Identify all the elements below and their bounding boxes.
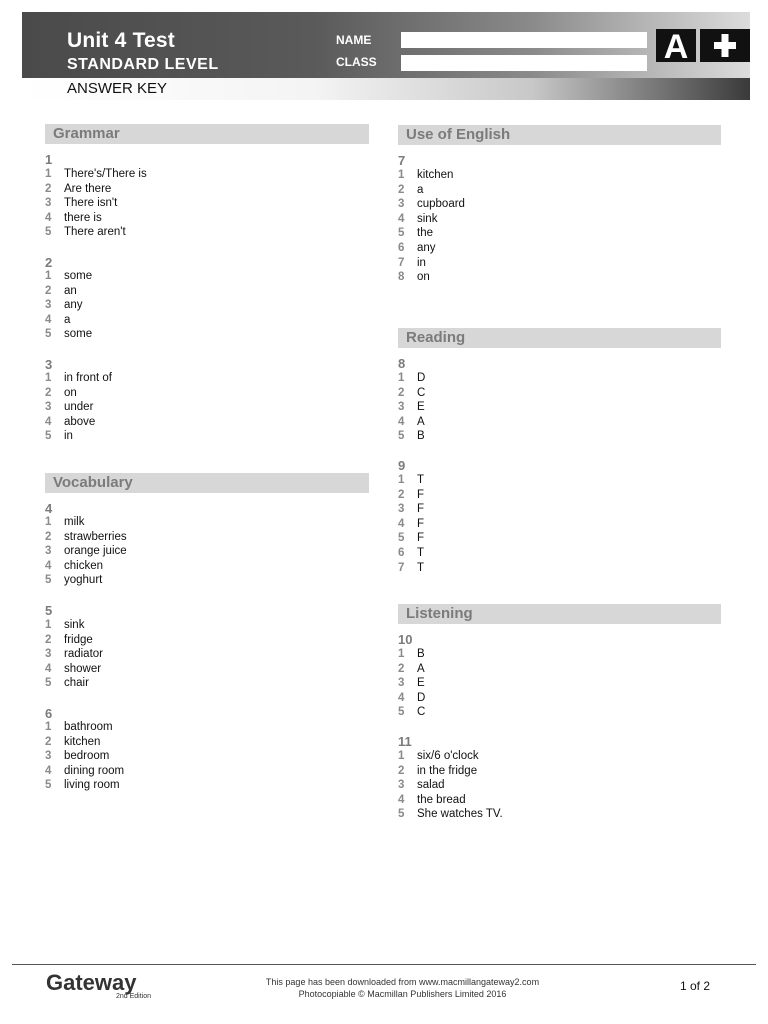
answer-item bbox=[398, 778, 503, 793]
answer-number: 2 bbox=[45, 735, 52, 748]
answer-number: 6 bbox=[398, 546, 405, 559]
exercise-number: 10 bbox=[398, 632, 413, 647]
answer-text: cupboard bbox=[417, 198, 465, 211]
answer-list bbox=[45, 269, 92, 342]
answer-number: 1 bbox=[45, 270, 52, 282]
exercise-number: 5 bbox=[45, 603, 53, 618]
answer-number: 1 bbox=[398, 750, 405, 762]
answer-number: 3 bbox=[398, 677, 405, 690]
answer-text: under bbox=[64, 401, 94, 414]
answer-number: 4 bbox=[45, 313, 52, 326]
section-grammar: Grammar bbox=[45, 124, 369, 144]
answer-text: some bbox=[64, 328, 93, 341]
answer-number: 5 bbox=[45, 328, 52, 341]
answer-number: 4 bbox=[45, 415, 52, 428]
answer-number: 5 bbox=[45, 226, 52, 239]
answer-item bbox=[398, 691, 425, 706]
answer-text: F bbox=[417, 517, 425, 530]
answer-text: fridge bbox=[64, 633, 93, 646]
answer-number: 5 bbox=[398, 430, 405, 443]
answer-item bbox=[45, 778, 124, 793]
footer-divider bbox=[12, 964, 756, 965]
exercise-number: 1 bbox=[45, 152, 53, 167]
page-number: 1 of 2 bbox=[680, 979, 711, 993]
exercise-number: 7 bbox=[398, 153, 406, 168]
answer-text: D bbox=[417, 372, 426, 384]
answer-text: C bbox=[417, 706, 426, 719]
answer-item bbox=[45, 167, 147, 182]
answer-number: 1 bbox=[45, 619, 52, 631]
answer-number: 4 bbox=[398, 691, 405, 704]
footer-note bbox=[230, 976, 575, 1000]
answer-item bbox=[398, 764, 503, 779]
answer-number: 4 bbox=[45, 662, 52, 675]
answer-number: 3 bbox=[45, 545, 52, 558]
answer-key-title: ANSWER KEY bbox=[67, 80, 168, 97]
answer-item bbox=[398, 793, 503, 808]
answer-text: B bbox=[417, 648, 425, 660]
answer-number: 4 bbox=[398, 793, 405, 806]
answer-list bbox=[45, 720, 124, 793]
answer-number: 3 bbox=[398, 198, 405, 211]
answer-text: on bbox=[417, 271, 430, 284]
answer-item bbox=[45, 633, 103, 648]
answer-item bbox=[398, 561, 424, 576]
answer-item bbox=[398, 705, 425, 720]
answer-item bbox=[398, 226, 465, 241]
answer-number: 4 bbox=[45, 764, 52, 777]
answer-text: B bbox=[417, 430, 425, 443]
answer-text: A bbox=[417, 662, 425, 675]
answer-number: 4 bbox=[45, 559, 52, 572]
answer-text: above bbox=[64, 415, 96, 428]
answer-number: 3 bbox=[398, 401, 405, 414]
answer-item bbox=[45, 298, 92, 313]
answer-item bbox=[45, 647, 103, 662]
answer-text: F bbox=[417, 532, 425, 545]
answer-number: 2 bbox=[45, 182, 52, 195]
answer-key-band bbox=[22, 78, 750, 100]
answer-number: 4 bbox=[45, 211, 52, 224]
answer-text: A bbox=[417, 415, 425, 428]
answer-item bbox=[398, 386, 425, 401]
answer-number: 1 bbox=[45, 721, 52, 733]
section-use-of-english: Use of English bbox=[398, 125, 721, 145]
answer-text: There isn't bbox=[64, 197, 118, 210]
answer-number: 1 bbox=[45, 168, 52, 180]
answer-item bbox=[45, 764, 124, 779]
answer-text: six/6 o'clock bbox=[417, 750, 479, 762]
answer-item bbox=[398, 676, 425, 691]
answer-item bbox=[45, 544, 127, 559]
answer-list bbox=[398, 749, 503, 822]
answer-text: some bbox=[64, 270, 93, 282]
edition-label: 2nd Edition bbox=[116, 993, 152, 1000]
answer-text: the bbox=[417, 227, 433, 240]
answer-number: 2 bbox=[45, 284, 52, 297]
answer-list bbox=[398, 647, 425, 720]
answer-item bbox=[45, 400, 112, 415]
answer-text: E bbox=[417, 677, 425, 690]
answer-item bbox=[398, 531, 424, 546]
answer-text: F bbox=[417, 503, 425, 516]
answer-number: 2 bbox=[398, 662, 405, 675]
answer-item bbox=[398, 212, 465, 227]
answer-item bbox=[398, 241, 465, 256]
answer-item bbox=[45, 415, 112, 430]
answer-text: radiator bbox=[64, 648, 103, 661]
answer-text: bedroom bbox=[64, 750, 110, 763]
answer-number: 3 bbox=[45, 750, 52, 763]
answer-number: 5 bbox=[45, 677, 52, 690]
answer-text: the bread bbox=[417, 793, 466, 806]
answer-item bbox=[398, 807, 503, 822]
answer-text: There's/There is bbox=[64, 168, 147, 180]
answer-item bbox=[398, 488, 424, 503]
answer-number: 3 bbox=[398, 779, 405, 792]
answer-item bbox=[45, 618, 103, 633]
answer-text: a bbox=[64, 313, 71, 326]
answer-text: there is bbox=[64, 211, 102, 224]
answer-text: T bbox=[417, 546, 425, 559]
answer-item bbox=[398, 517, 424, 532]
answer-item bbox=[45, 225, 147, 240]
answer-number: 1 bbox=[45, 516, 52, 528]
answer-item bbox=[45, 515, 127, 530]
answer-text: a bbox=[417, 183, 424, 196]
answer-text: chair bbox=[64, 677, 89, 690]
answer-number: 1 bbox=[398, 648, 405, 660]
answer-text: C bbox=[417, 386, 426, 399]
answer-item bbox=[45, 386, 112, 401]
answer-item bbox=[398, 473, 424, 488]
answer-list bbox=[45, 515, 127, 588]
footer-copyright-line: Photocopiable © Macmillan Publishers Limited 2016 bbox=[298, 989, 507, 999]
answer-text: T bbox=[417, 561, 425, 574]
answer-text: an bbox=[64, 284, 77, 297]
answer-number: 2 bbox=[45, 530, 52, 543]
exercise-number: 11 bbox=[398, 734, 412, 749]
answer-text: yoghurt bbox=[64, 574, 103, 587]
answer-number: 2 bbox=[398, 386, 405, 399]
exercise-number: 4 bbox=[45, 501, 53, 516]
answer-item bbox=[398, 197, 465, 212]
gateway-logo: Gateway bbox=[46, 970, 137, 995]
answer-text: sink bbox=[64, 619, 85, 631]
answer-number: 6 bbox=[398, 241, 405, 254]
exercise-number: 9 bbox=[398, 458, 406, 473]
footer-download-line: This page has been downloaded from www.macmillangateway2.com bbox=[265, 977, 540, 987]
answer-text: sink bbox=[417, 212, 438, 225]
answer-text: in bbox=[64, 430, 73, 443]
answer-text: in front of bbox=[64, 372, 112, 384]
answer-number: 3 bbox=[45, 401, 52, 414]
answer-text: in bbox=[417, 256, 426, 269]
answer-item bbox=[398, 749, 503, 764]
answer-number: 2 bbox=[45, 633, 52, 646]
answer-number: 5 bbox=[398, 532, 405, 545]
answer-text: dining room bbox=[64, 764, 125, 777]
svg-text:A: A bbox=[663, 29, 689, 62]
answer-item bbox=[45, 371, 112, 386]
answer-text: F bbox=[417, 488, 425, 501]
answer-item bbox=[398, 168, 465, 183]
answer-list bbox=[45, 371, 112, 444]
answer-list bbox=[45, 167, 147, 240]
a-plus-logo-icon bbox=[656, 29, 750, 62]
answer-list bbox=[398, 168, 465, 285]
answer-text: kitchen bbox=[417, 169, 454, 181]
answer-text: She watches TV. bbox=[417, 808, 503, 821]
answer-text: E bbox=[417, 401, 425, 414]
answer-text: milk bbox=[64, 516, 85, 528]
answer-item bbox=[45, 573, 127, 588]
answer-list bbox=[398, 371, 425, 444]
answer-item bbox=[398, 400, 425, 415]
answer-text: living room bbox=[64, 779, 120, 792]
answer-item bbox=[398, 546, 424, 561]
answer-number: 5 bbox=[45, 430, 52, 443]
answer-text: any bbox=[417, 241, 436, 254]
answer-number: 1 bbox=[45, 372, 52, 384]
answer-item bbox=[45, 735, 124, 750]
answer-text: There aren't bbox=[64, 226, 126, 239]
answer-number: 2 bbox=[45, 386, 52, 399]
answer-item bbox=[45, 182, 147, 197]
class-field[interactable] bbox=[401, 55, 647, 71]
answer-text: kitchen bbox=[64, 735, 101, 748]
answer-item bbox=[45, 676, 103, 691]
answer-item bbox=[45, 559, 127, 574]
answer-number: 5 bbox=[398, 227, 405, 240]
class-label: CLASS bbox=[336, 55, 377, 69]
answer-item bbox=[398, 270, 465, 285]
answer-item bbox=[45, 530, 127, 545]
answer-number: 7 bbox=[398, 256, 405, 269]
answer-number: 2 bbox=[398, 183, 405, 196]
test-title: Unit 4 Test bbox=[67, 29, 175, 52]
answer-number: 5 bbox=[45, 779, 52, 792]
answer-number: 4 bbox=[398, 517, 405, 530]
answer-item bbox=[45, 269, 92, 284]
answer-number: 2 bbox=[398, 764, 405, 777]
exercise-number: 2 bbox=[45, 255, 53, 270]
answer-list bbox=[45, 618, 103, 691]
answer-item bbox=[398, 647, 425, 662]
name-label: NAME bbox=[336, 33, 372, 47]
answer-number: 4 bbox=[398, 212, 405, 225]
answer-item bbox=[398, 183, 465, 198]
exercise-number: 6 bbox=[45, 706, 53, 721]
answer-number: 3 bbox=[398, 503, 405, 516]
exercise-number: 8 bbox=[398, 356, 406, 371]
answer-item bbox=[45, 327, 92, 342]
answer-number: 5 bbox=[398, 808, 405, 821]
answer-number: 1 bbox=[398, 474, 405, 486]
answer-number: 1 bbox=[398, 372, 405, 384]
answer-text: shower bbox=[64, 662, 102, 675]
answer-item bbox=[398, 371, 425, 386]
answer-item bbox=[45, 284, 92, 299]
name-field[interactable] bbox=[401, 32, 647, 48]
answer-item bbox=[398, 256, 465, 271]
answer-number: 3 bbox=[45, 648, 52, 661]
answer-number: 2 bbox=[398, 488, 405, 501]
answer-text: chicken bbox=[64, 559, 103, 572]
exercise-number: 3 bbox=[45, 357, 53, 372]
answer-item bbox=[398, 662, 425, 677]
answer-number: 8 bbox=[398, 271, 405, 284]
answer-item bbox=[45, 211, 147, 226]
section-reading: Reading bbox=[398, 328, 721, 348]
answer-item bbox=[398, 429, 425, 444]
answer-item bbox=[45, 749, 124, 764]
answer-number: 5 bbox=[45, 574, 52, 587]
test-level: STANDARD LEVEL bbox=[67, 56, 219, 73]
answer-item bbox=[398, 502, 424, 517]
answer-text: T bbox=[417, 474, 425, 486]
answer-item bbox=[45, 429, 112, 444]
answer-number: 1 bbox=[398, 169, 405, 181]
answer-text: orange juice bbox=[64, 545, 127, 558]
answer-number: 7 bbox=[398, 561, 405, 574]
answer-list bbox=[398, 473, 424, 575]
answer-number: 3 bbox=[45, 299, 52, 312]
answer-text: in the fridge bbox=[417, 764, 478, 777]
answer-item bbox=[45, 662, 103, 677]
answer-text: any bbox=[64, 299, 83, 312]
answer-item bbox=[398, 415, 425, 430]
answer-text: D bbox=[417, 691, 426, 704]
answer-number: 3 bbox=[45, 197, 52, 210]
answer-text: Are there bbox=[64, 182, 112, 195]
answer-item bbox=[45, 313, 92, 328]
answer-item bbox=[45, 196, 147, 211]
section-vocabulary: Vocabulary bbox=[45, 473, 369, 493]
answer-text: salad bbox=[417, 779, 445, 792]
answer-text: on bbox=[64, 386, 77, 399]
answer-text: bathroom bbox=[64, 721, 113, 733]
answer-text: strawberries bbox=[64, 530, 127, 543]
section-listening: Listening bbox=[398, 604, 721, 624]
header-band bbox=[22, 12, 750, 78]
answer-item bbox=[45, 720, 124, 735]
answer-number: 4 bbox=[398, 415, 405, 428]
answer-number: 5 bbox=[398, 706, 405, 719]
